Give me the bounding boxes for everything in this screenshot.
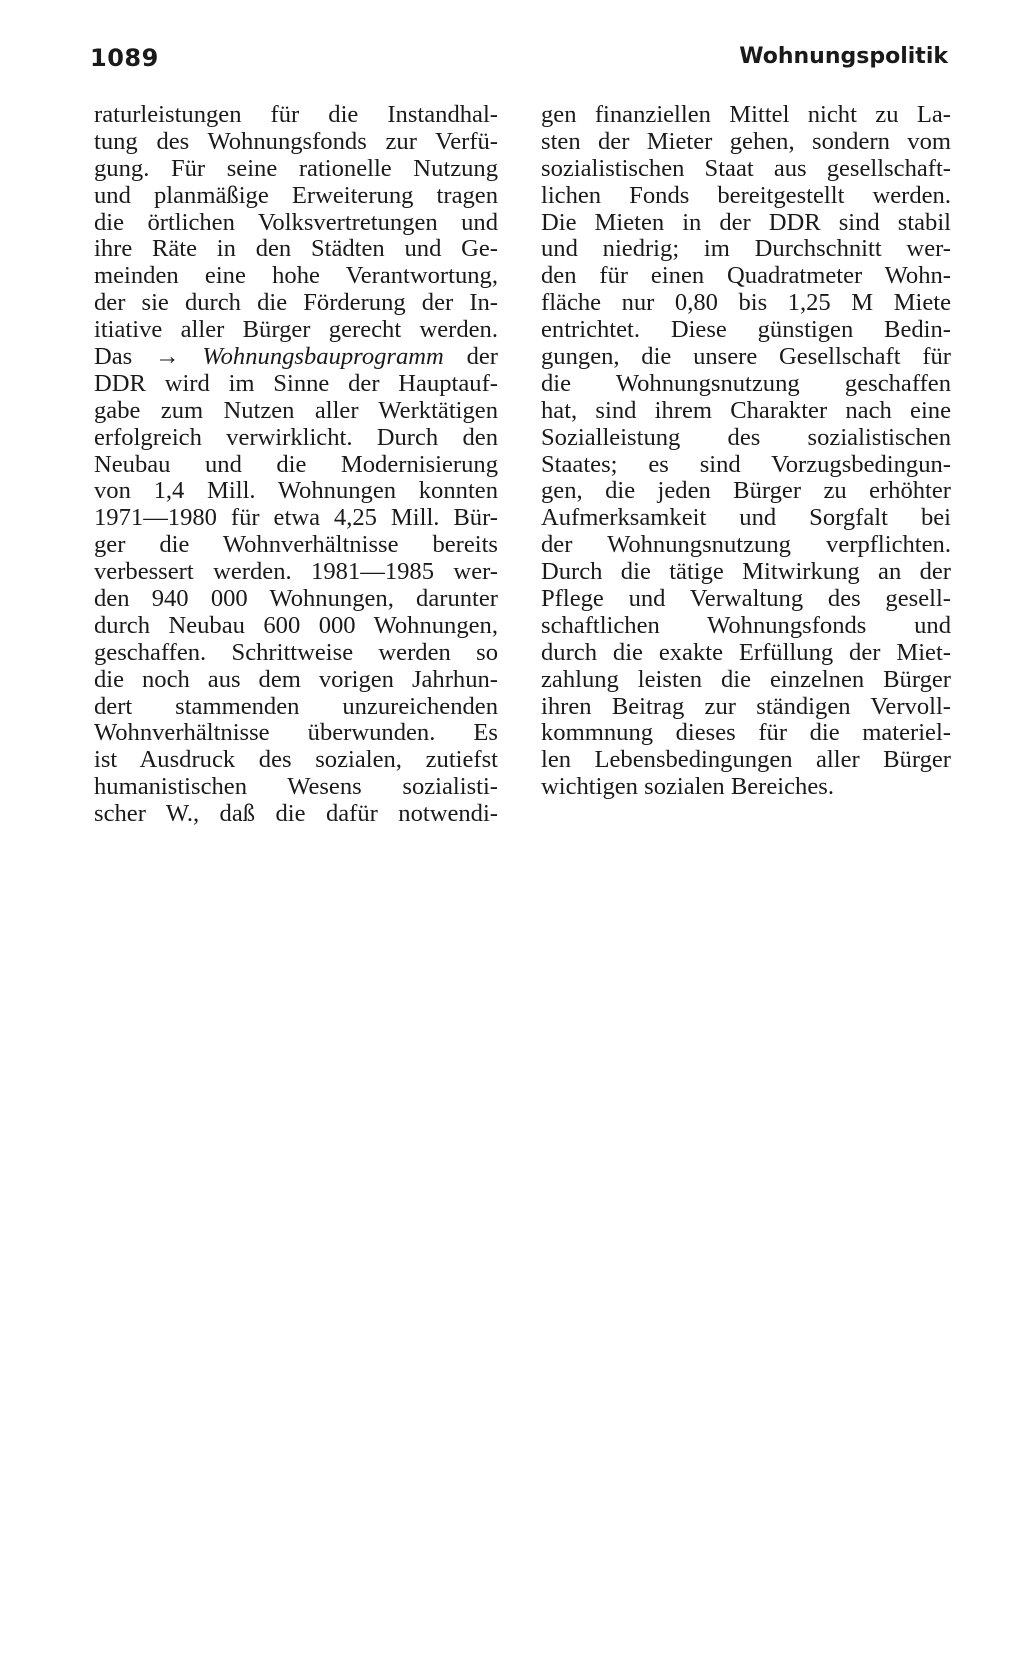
text-line: Wohnverhältnisse überwunden. Es — [94, 719, 498, 747]
text-line: tung des Wohnungsfonds zur Verfü- — [94, 127, 498, 155]
running-title: Wohnungspolitik — [739, 44, 948, 69]
text-line — [94, 344, 498, 371]
text-line: entrichtet. Diese günstigen Bedin- — [541, 316, 951, 344]
text-line: durch die exakte Erfüllung der Miet- — [541, 638, 951, 666]
text-segment: Das — [94, 343, 156, 371]
text-line: den für einen Quadratmeter Wohn- — [541, 262, 951, 290]
text-line: raturleistungen für die Instandhal- — [94, 101, 498, 128]
text-line: von 1,4 Mill. Wohnungen konnten — [94, 477, 498, 505]
text-line: ger die Wohnverhältnisse bereits — [94, 531, 498, 559]
page-number: 1089 — [90, 44, 159, 72]
text-line: den 940 000 Wohnungen, darunter — [94, 585, 498, 613]
text-line: schaftlichen Wohnungsfonds und — [541, 611, 951, 639]
text-line: gabe zum Nutzen aller Werktätigen — [94, 396, 498, 424]
right-text-column — [541, 102, 951, 801]
text-line: lichen Fonds bereitgestellt werden. — [541, 181, 951, 209]
text-line: ihren Beitrag zur ständigen Vervoll- — [541, 692, 951, 720]
text-line: sozialistischen Staat aus gesellschaft- — [541, 154, 951, 182]
text-line: ist Ausdruck des sozialen, zutiefst — [94, 746, 498, 774]
text-line: humanistischen Wesens sozialisti- — [94, 773, 498, 801]
text-line: und niedrig; im Durchschnitt wer- — [541, 235, 951, 263]
text-line: Pflege und Verwaltung des gesell- — [541, 585, 951, 613]
text-line: itiative aller Bürger gerecht werden. — [94, 316, 498, 344]
text-line: sten der Mieter gehen, sondern vom — [541, 127, 951, 155]
text-line: Aufmerksamkeit und Sorgfalt bei — [541, 504, 951, 532]
text-line: verbessert werden. 1981—1985 wer- — [94, 558, 498, 586]
text-line: Sozialleistung des sozialistischen — [541, 423, 951, 451]
text-line: der Wohnungsnutzung verpflichten. — [541, 531, 951, 559]
page-header — [90, 44, 948, 80]
text-line: kommnung dieses für die materiel- — [541, 719, 951, 747]
text-line: und planmäßige Erweiterung tragen — [94, 181, 498, 209]
text-line: hat, sind ihrem Charakter nach eine — [541, 396, 951, 424]
text-line: gen, die jeden Bürger zu erhöhter — [541, 477, 951, 505]
text-line: DDR wird im Sinne der Hauptauf- — [94, 369, 498, 397]
cross-reference-link[interactable]: Wohnungsbauprogramm — [202, 343, 444, 371]
text-line: gungen, die unsere Gesellschaft für — [541, 343, 951, 371]
text-line: Staates; es sind Vorzugsbedingun- — [541, 450, 951, 478]
arrow-right-icon: → — [155, 343, 180, 371]
text-line: gen finanziellen Mittel nicht zu La- — [541, 101, 951, 128]
left-text-column — [94, 102, 498, 828]
text-line: 1971—1980 für etwa 4,25 Mill. Bür- — [94, 504, 498, 532]
text-line: gung. Für seine rationelle Nutzung — [94, 154, 498, 182]
text-line: ihre Räte in den Städten und Ge- — [94, 235, 498, 263]
text-line: durch Neubau 600 000 Wohnungen, — [94, 611, 498, 639]
text-line: Neubau und die Modernisierung — [94, 450, 498, 478]
text-line: die noch aus dem vorigen Jahrhun- — [94, 665, 498, 693]
text-line: Die Mieten in der DDR sind stabil — [541, 208, 951, 236]
text-line: dert stammenden unzureichenden — [94, 692, 498, 720]
text-line: zahlung leisten die einzelnen Bürger — [541, 665, 951, 693]
text-line: meinden eine hohe Verantwortung, — [94, 262, 498, 290]
text-line: scher W., daß die dafür notwendi- — [94, 800, 498, 828]
text-line: Durch die tätige Mitwirkung an der — [541, 558, 951, 586]
text-line: die Wohnungsnutzung geschaffen — [541, 369, 951, 397]
text-line: die örtlichen Volksvertretungen und — [94, 208, 498, 236]
text-line: geschaffen. Schrittweise werden so — [94, 638, 498, 666]
text-line: der sie durch die Förderung der In- — [94, 289, 498, 317]
text-line: erfolgreich verwirklicht. Durch den — [94, 423, 498, 451]
text-line: fläche nur 0,80 bis 1,25 M Miete — [541, 289, 951, 317]
text-line: wichtigen sozialen Bereiches. — [541, 773, 834, 801]
text-line: len Lebensbedingungen aller Bürger — [541, 746, 951, 774]
text-segment: der — [443, 343, 498, 371]
